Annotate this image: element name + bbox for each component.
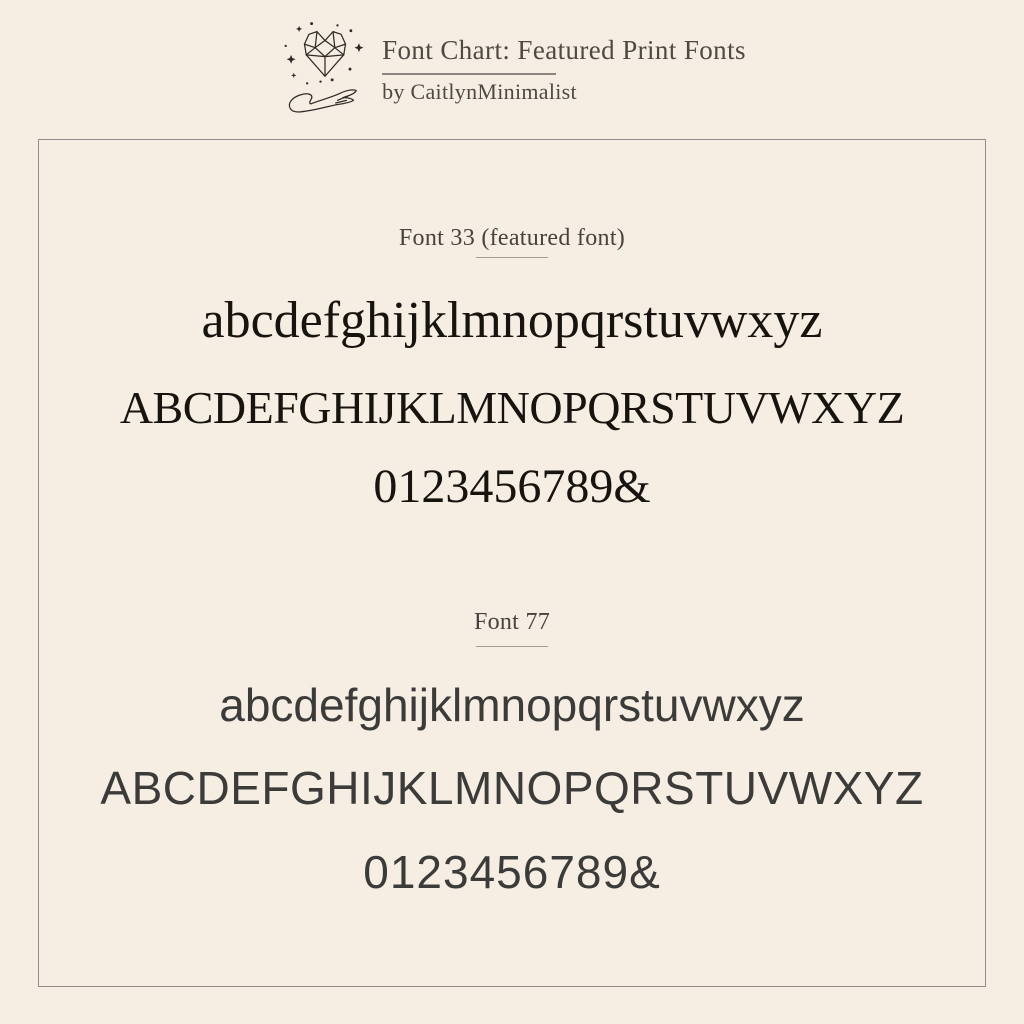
title-underline — [382, 73, 556, 75]
section-divider — [476, 646, 548, 647]
header-text — [382, 35, 746, 104]
byline: by CaitlynMinimalist — [382, 79, 577, 105]
page-title: Font Chart: Featured Print Fonts — [382, 35, 746, 66]
font77-lowercase-sample: abcdefghijklmnopqrstuvwxyz — [219, 679, 805, 731]
font33-numerals-sample: 0123456789& — [373, 460, 651, 513]
font33-uppercase-sample: ABCDEFGHIJKLMNOPQRSTUVWXYZ — [119, 382, 905, 433]
font77-uppercase-sample: ABCDEFGHIJKLMNOPQRSTUVWXYZ — [100, 762, 924, 814]
heart-in-hand-logo-icon — [278, 20, 372, 120]
font77-numerals-sample: 0123456789& — [363, 846, 661, 898]
section-divider — [476, 257, 548, 258]
specimen-frame — [38, 139, 986, 987]
section-label-font77: Font 77 — [473, 609, 551, 635]
header — [0, 20, 1024, 120]
section-label-font33: Font 33 (featured font) — [398, 225, 626, 251]
font33-lowercase-sample: abcdefghijklmnopqrstuvwxyz — [201, 292, 823, 349]
